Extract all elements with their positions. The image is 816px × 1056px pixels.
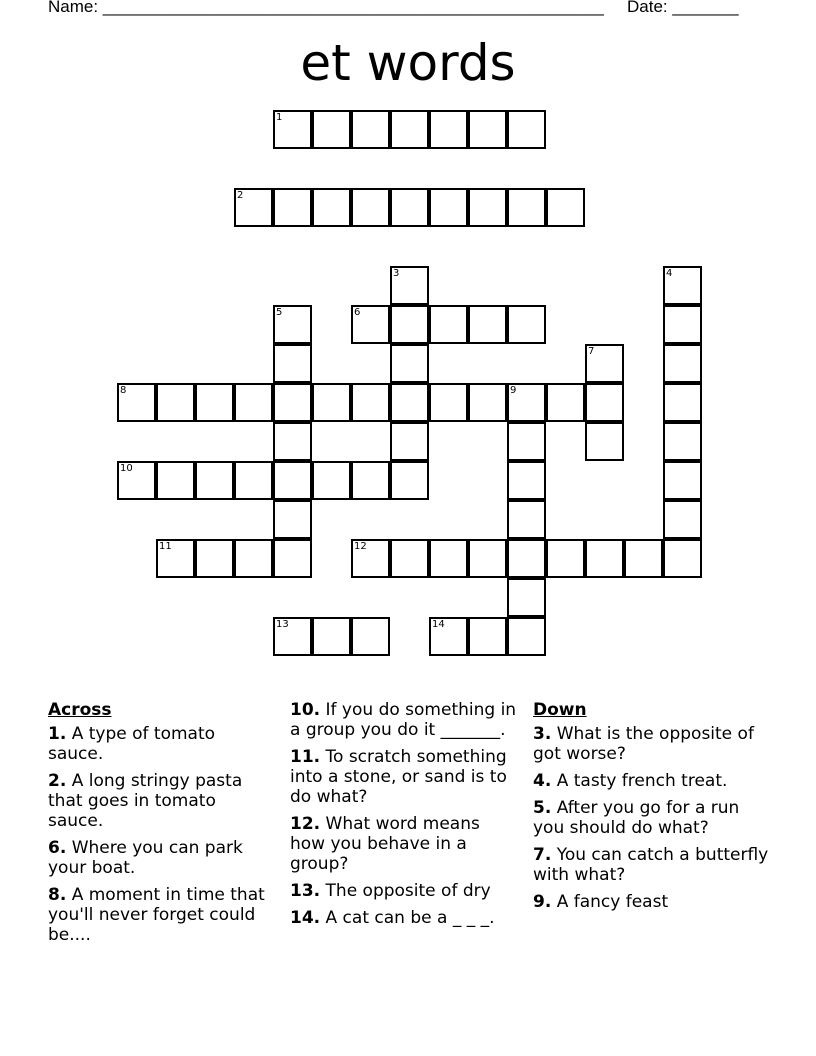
crossword-cell[interactable] [429, 539, 468, 578]
crossword-cell[interactable] [663, 383, 702, 422]
cell-number: 2 [237, 190, 244, 201]
clue-item [290, 814, 520, 874]
clue-item [533, 798, 773, 838]
crossword-cell[interactable] [507, 461, 546, 500]
crossword-cell[interactable] [507, 539, 546, 578]
crossword-cell[interactable] [195, 461, 234, 500]
crossword-cell[interactable] [351, 305, 390, 344]
crossword-cell[interactable] [312, 461, 351, 500]
crossword-cell[interactable] [390, 344, 429, 383]
clue-item [48, 838, 273, 878]
crossword-cell[interactable] [663, 500, 702, 539]
clue-text: What word means how you behave in a group? [290, 814, 480, 874]
crossword-cell[interactable] [273, 344, 312, 383]
clue-text: Where you can park your boat. [48, 838, 243, 878]
clue-number: 14. [290, 908, 321, 928]
crossword-cell[interactable] [351, 539, 390, 578]
clue-number: 5. [533, 798, 552, 818]
crossword-cell[interactable] [429, 383, 468, 422]
crossword-cell[interactable] [663, 266, 702, 305]
clue-item [48, 771, 273, 831]
name-field-line: Name: _____________________________________________________ [48, 0, 604, 16]
date-field-line: Date: _______ [627, 0, 739, 16]
crossword-cell[interactable] [429, 188, 468, 227]
across-clue-list [48, 724, 273, 945]
crossword-cell[interactable] [468, 539, 507, 578]
crossword-cell[interactable] [390, 188, 429, 227]
crossword-cell[interactable] [507, 110, 546, 149]
crossword-cell[interactable] [156, 461, 195, 500]
crossword-cell[interactable] [273, 500, 312, 539]
crossword-cell[interactable] [663, 539, 702, 578]
cell-number: 11 [159, 541, 172, 552]
crossword-cell[interactable] [390, 461, 429, 500]
clue-number: 6. [48, 838, 67, 858]
cell-number: 6 [354, 307, 361, 318]
cell-number: 14 [432, 619, 445, 630]
down-clue-list [533, 724, 773, 912]
crossword-cell[interactable] [507, 422, 546, 461]
crossword-cell[interactable] [312, 383, 351, 422]
clue-number: 13. [290, 881, 321, 901]
clue-text: A fancy feast [551, 892, 669, 912]
crossword-cell[interactable] [351, 617, 390, 656]
clue-item [48, 724, 273, 764]
crossword-cell[interactable] [390, 383, 429, 422]
crossword-cell[interactable] [546, 188, 585, 227]
clue-number: 1. [48, 724, 67, 744]
clue-text: The opposite of dry [320, 881, 491, 901]
crossword-cell[interactable] [312, 617, 351, 656]
crossword-cell[interactable] [273, 383, 312, 422]
crossword-cell[interactable] [546, 539, 585, 578]
crossword-cell[interactable] [273, 461, 312, 500]
crossword-cell[interactable] [351, 461, 390, 500]
clue-number: 7. [533, 845, 552, 865]
clue-column-1 [48, 700, 273, 952]
crossword-cell[interactable] [429, 110, 468, 149]
crossword-cell[interactable] [351, 110, 390, 149]
clue-number: 12. [290, 814, 321, 834]
cell-number: 4 [666, 268, 673, 279]
clue-column-2 [290, 700, 520, 935]
crossword-cell[interactable] [624, 539, 663, 578]
clue-text: A type of tomato sauce. [48, 724, 216, 764]
clue-text: What is the opposite of got worse? [533, 724, 754, 764]
clue-number: 10. [290, 700, 321, 720]
crossword-cell[interactable] [468, 110, 507, 149]
down-heading: Down [533, 700, 587, 720]
cell-number: 9 [510, 385, 517, 396]
cell-number: 13 [276, 619, 289, 630]
clue-text: To scratch something into a stone, or sand is to do what? [290, 747, 507, 807]
clue-number: 9. [533, 892, 552, 912]
crossword-cell[interactable] [117, 383, 156, 422]
crossword-cell[interactable] [156, 383, 195, 422]
crossword-cell[interactable] [273, 539, 312, 578]
clue-item [290, 747, 520, 807]
crossword-cell[interactable] [312, 110, 351, 149]
cell-number: 1 [276, 112, 283, 123]
clue-text: A long stringy pasta that goes in tomato sauce. [48, 771, 243, 831]
crossword-cell[interactable] [546, 383, 585, 422]
crossword-cell[interactable] [507, 383, 546, 422]
crossword-cell[interactable] [234, 188, 273, 227]
crossword-cell[interactable] [585, 422, 624, 461]
clue-number: 4. [533, 771, 552, 791]
crossword-cell[interactable] [390, 422, 429, 461]
clue-number: 8. [48, 885, 67, 905]
crossword-cell[interactable] [507, 578, 546, 617]
crossword-cell[interactable] [585, 383, 624, 422]
crossword-cell[interactable] [468, 305, 507, 344]
crossword-cell[interactable] [390, 266, 429, 305]
crossword-cell[interactable] [663, 422, 702, 461]
clue-item [290, 700, 520, 740]
crossword-cell[interactable] [234, 383, 273, 422]
crossword-cell[interactable] [507, 617, 546, 656]
crossword-cell[interactable] [195, 383, 234, 422]
clue-text: After you go for a run you should do what? [533, 798, 740, 838]
crossword-cell[interactable] [663, 305, 702, 344]
crossword-cell[interactable] [117, 461, 156, 500]
cell-number: 12 [354, 541, 367, 552]
crossword-cell[interactable] [663, 461, 702, 500]
crossword-cell[interactable] [273, 188, 312, 227]
crossword-cell[interactable] [156, 539, 195, 578]
clue-item [533, 724, 773, 764]
clue-number: 2. [48, 771, 67, 791]
crossword-cell[interactable] [351, 383, 390, 422]
clue-text: If you do something in a group you do it _______. [290, 700, 517, 740]
clue-item [48, 885, 273, 945]
clue-text: A cat can be a _ _ _. [320, 908, 495, 928]
crossword-cell[interactable] [429, 305, 468, 344]
crossword-cell[interactable] [429, 617, 468, 656]
crossword-cell[interactable] [468, 188, 507, 227]
crossword-cell[interactable] [234, 461, 273, 500]
cell-number: 8 [120, 385, 127, 396]
crossword-cell[interactable] [507, 188, 546, 227]
crossword-cell[interactable] [468, 617, 507, 656]
clue-item [290, 908, 520, 928]
crossword-cell[interactable] [585, 344, 624, 383]
clue-text: You can catch a butterfly with what? [533, 845, 769, 885]
clue-item [533, 845, 773, 885]
clue-item [533, 771, 773, 791]
crossword-cell[interactable] [507, 305, 546, 344]
crossword-cell[interactable] [312, 188, 351, 227]
crossword-cell[interactable] [390, 305, 429, 344]
crossword-cell[interactable] [273, 305, 312, 344]
clue-number: 11. [290, 747, 321, 767]
crossword-cell[interactable] [273, 110, 312, 149]
crossword-cell[interactable] [351, 188, 390, 227]
cell-number: 7 [588, 346, 595, 357]
crossword-cell[interactable] [234, 539, 273, 578]
crossword-cell[interactable] [507, 500, 546, 539]
across-clue-list-continued [290, 700, 520, 928]
crossword-cell[interactable] [273, 422, 312, 461]
crossword-cell[interactable] [273, 617, 312, 656]
clue-item [533, 892, 773, 912]
clue-text: A moment in time that you'll never forget could be.... [48, 885, 265, 945]
across-heading: Across [48, 700, 112, 720]
page-title: et words [300, 34, 516, 92]
crossword-cell[interactable] [195, 539, 234, 578]
clue-text: A tasty french treat. [551, 771, 728, 791]
crossword-cell[interactable] [390, 110, 429, 149]
cell-number: 3 [393, 268, 400, 279]
crossword-cell[interactable] [390, 539, 429, 578]
clue-number: 3. [533, 724, 552, 744]
clue-column-3 [533, 700, 773, 919]
crossword-cell[interactable] [585, 539, 624, 578]
cell-number: 10 [120, 463, 133, 474]
crossword-cell[interactable] [468, 383, 507, 422]
crossword-cell[interactable] [663, 344, 702, 383]
cell-number: 5 [276, 307, 283, 318]
clue-item [290, 881, 520, 901]
